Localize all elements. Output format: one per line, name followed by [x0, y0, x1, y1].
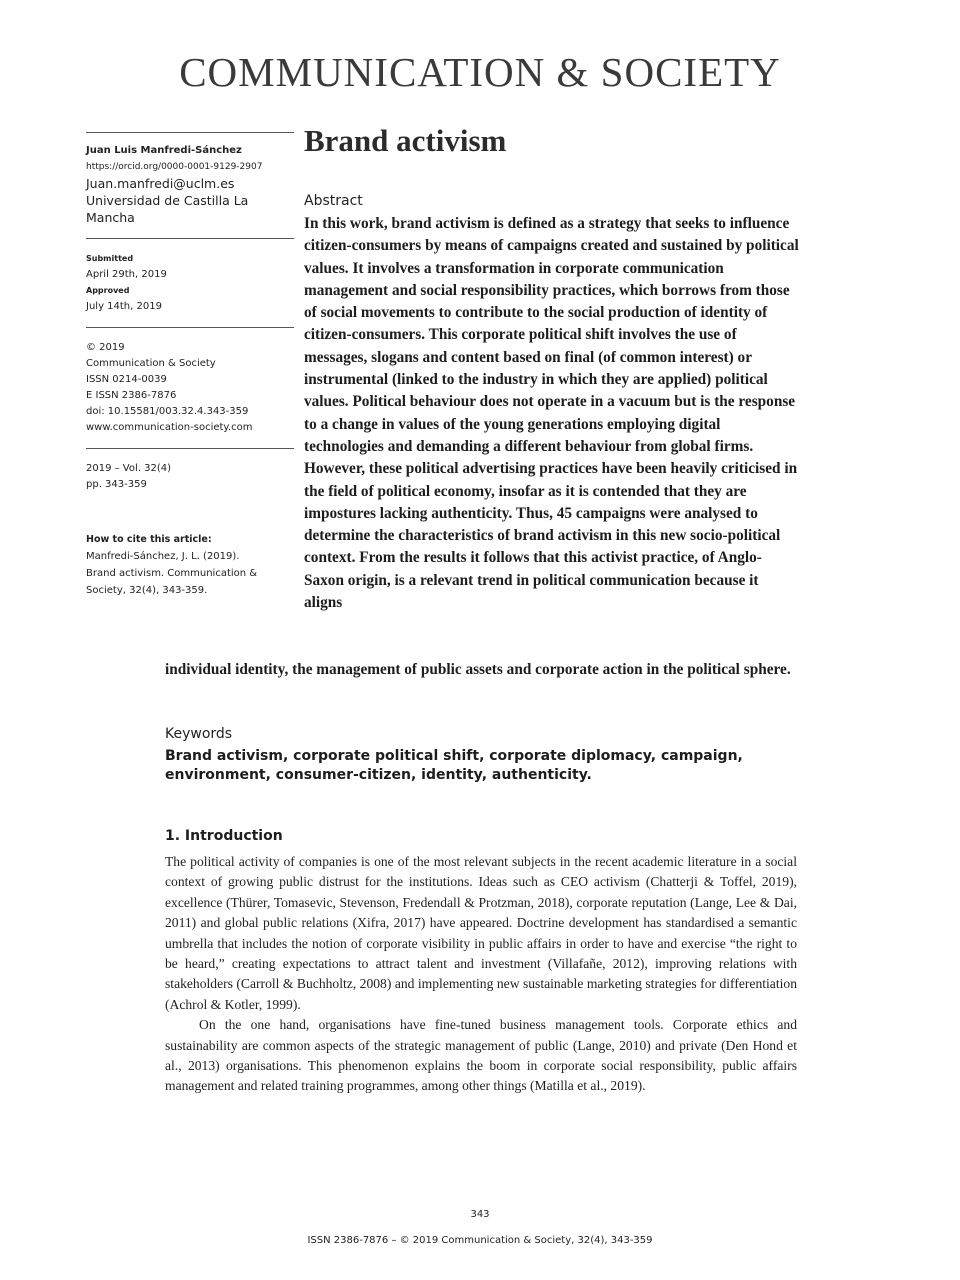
- author-email-link[interactable]: Juan.manfredi@uclm.es: [86, 176, 235, 191]
- article-sidebar: [86, 132, 294, 599]
- keywords-text: Brand activism, corporate political shift, corporate diplomacy, campaign, environment, consumer-citizen, identity, authenticity.: [165, 748, 743, 783]
- journal-title: COMMUNICATION & SOCIETY: [179, 49, 781, 95]
- dates-block: [86, 239, 294, 327]
- page-footer: ISSN 2386-7876 – © 2019 Communication & Society, 32(4), 343-359: [307, 1235, 653, 1246]
- publisher: Communication & Society: [86, 358, 216, 369]
- approved-label: Approved: [86, 286, 130, 295]
- page-number: 343: [470, 1209, 490, 1220]
- eissn: E ISSN 2386-7876: [86, 390, 177, 401]
- volume-block: [86, 449, 294, 505]
- author-orcid-link[interactable]: https://orcid.org/0000-0001-9129-2907: [86, 162, 263, 172]
- cite-label: How to cite this article:: [86, 534, 212, 545]
- author-block: [86, 133, 294, 238]
- cite-line: Brand activism. Communication & Society, 32(4), 343-359.: [86, 568, 258, 596]
- issn: ISSN 0214-0039: [86, 374, 167, 385]
- paragraph: On the one hand, organisations have fine-tuned business management tools. Corporate ethics and sustainability are common aspects of the strategic management of public (Lange, 2010) and private (Den Hond et al., 2013) organisations. This phenomenon explains the boom in corporate social responsibility, public affairs management and related training programmes, among other things (Matilla et al., 2019).: [165, 1017, 797, 1094]
- doi-link[interactable]: doi: 10.15581/003.32.4.343-359: [86, 406, 249, 417]
- submitted-date: April 29th, 2019: [86, 269, 167, 280]
- volume: 2019 – Vol. 32(4): [86, 463, 172, 474]
- author-affiliation: Universidad de Castilla La Mancha: [86, 193, 249, 225]
- copyright: © 2019: [86, 342, 125, 353]
- pages: pp. 343-359: [86, 479, 147, 490]
- approved-date: July 14th, 2019: [86, 301, 162, 312]
- paragraph: The political activity of companies is one of the most relevant subjects in the recent academic literature in a social context of growing public distrust for the institutions. Ideas such as CEO activism (Chatterji & Toffel, 2019), excellence (Thürer, Tomasevic, Stevenson, Fredendall & Protzman, 2018), corporate reputation (Lange, Lee & Dai, 2011) and global public relations (Xifra, 2017) have appeared. Doctrine development has standardised a semantic umbrella that includes the notion of corporate visibility in public affairs in order to have and exercise “the right to be heard,” creating expectations to attract talent and investment (Villafañe, 2012), improving relations with stakeholders (Carroll & Buchholtz, 2008) and implementing new sustainable marketing strategies for differentiation (Achrol & Kotler, 1999).: [165, 854, 797, 1012]
- citation-block: [86, 505, 294, 599]
- keywords-label: Keywords: [165, 726, 233, 742]
- abstract-text: In this work, brand activism is defined as a strategy that seeks to influence citizen-consumers by means of campaigns created and sustained by political values. It involves a transformation in corporate communication management and social responsibility practices, which borrows from those of social movements to contribute to the social production of identity of citizen-consumers. This corporate political shift involves the use of messages, slogans and content based on final (of common interest) or instrumental (linked to the industry in which they are applied) political values. Political behaviour does not operate in a vacuum but is the response to a change in values of the young generations employing digital technologies and demanding a different behaviour from global firms. However, these political advertising practices have been heavily criticised in the field of political economy, insofar as it is contended that they are impostures lacking authenticity. Thus, 45 campaigns were analysed to determine the characteristics of brand activism in this new socio-political context. From the results it follows that this activist practice, of Anglo-Saxon origin, is a relevant trend in political communication because it aligns: [304, 215, 799, 612]
- submitted-label: Submitted: [86, 254, 134, 263]
- author-name: Juan Luis Manfredi-Sánchez: [86, 145, 242, 156]
- website-link[interactable]: www.communication-society.com: [86, 422, 253, 433]
- cite-line: Manfredi-Sánchez, J. L. (2019).: [86, 551, 240, 562]
- article-title: Brand activism: [304, 123, 507, 158]
- publication-info-block: [86, 328, 294, 448]
- section-heading: 1. Introduction: [165, 828, 283, 844]
- abstract-label: Abstract: [304, 193, 363, 209]
- body-text: [165, 852, 797, 1097]
- abstract-text-continued: individual identity, the management of public assets and corporate action in the political sphere.: [165, 661, 791, 678]
